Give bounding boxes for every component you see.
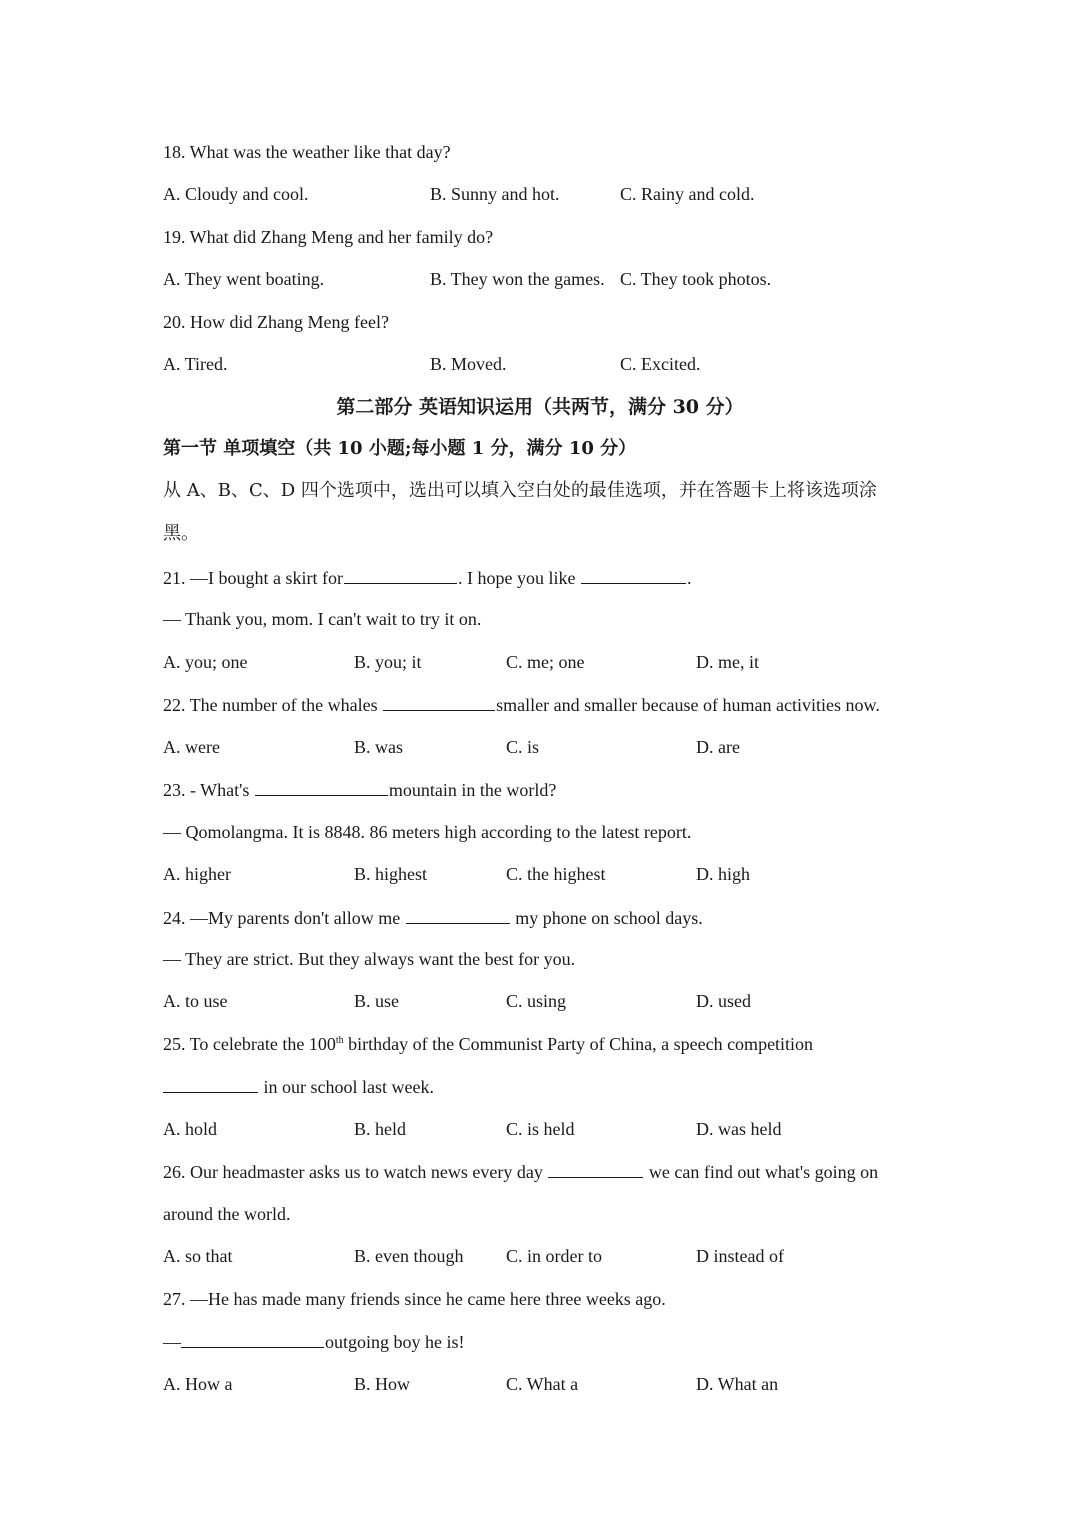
answer-blank xyxy=(548,1160,643,1178)
option-24c: C. using xyxy=(506,991,567,1011)
question-23-reply: — Qomolangma. It is 8848. 86 meters high according to the latest report. xyxy=(163,822,692,842)
option-23d: D. high xyxy=(696,864,750,884)
option-24b: B. use xyxy=(354,991,399,1011)
option-22c: C. is xyxy=(506,737,540,757)
question-21-reply: — Thank you, mom. I can't wait to try it on. xyxy=(163,609,482,629)
question-21-text-c: . xyxy=(686,568,692,588)
question-25 xyxy=(163,1033,813,1055)
option-18c: C. Rainy and cold. xyxy=(620,184,755,204)
answer-blank xyxy=(383,693,495,711)
option-27b: B. How xyxy=(354,1374,411,1394)
question-21-text-a: 21. —I bought a skirt for xyxy=(163,568,343,588)
option-22b: B. was xyxy=(354,737,403,757)
question-24-reply: — They are strict. But they always want the best for you. xyxy=(163,949,576,969)
question-27: 27. —He has made many friends since he came here three weeks ago. xyxy=(163,1289,666,1309)
option-24d: D. used xyxy=(696,991,751,1011)
question-20: 20. How did Zhang Meng feel? xyxy=(163,312,389,332)
question-24-text-b: my phone on school days. xyxy=(510,908,703,928)
option-19c: C. They took photos. xyxy=(620,269,772,289)
question-25-text-a: 25. To celebrate the 100 xyxy=(163,1034,336,1054)
question-21-text-b: . I hope you like xyxy=(457,568,580,588)
question-27-text-b: outgoing boy he is! xyxy=(325,1332,465,1352)
question-23 xyxy=(163,778,556,801)
question-24-text-a: 24. —My parents don't allow me xyxy=(163,908,405,928)
question-26-text-a: 26. Our headmaster asks us to watch news every day xyxy=(163,1162,548,1182)
answer-blank xyxy=(255,778,388,796)
question-23-text-b: mountain in the world? xyxy=(388,780,557,800)
question-21 xyxy=(163,566,691,589)
option-19a: A. They went boating. xyxy=(163,269,325,289)
option-25b: B. held xyxy=(354,1119,406,1139)
answer-blank xyxy=(344,566,457,584)
question-19: 19. What did Zhang Meng and her family do? xyxy=(163,227,494,247)
answer-blank xyxy=(181,1330,324,1348)
question-25-text-b: birthday of the Communist Party of China, a speech competition xyxy=(343,1034,814,1054)
question-25-text-c: in our school last week. xyxy=(259,1077,434,1097)
question-25-line2 xyxy=(163,1075,434,1098)
option-21a: A. you; one xyxy=(163,652,248,672)
option-22a: A. were xyxy=(163,737,220,757)
option-27a: A. How a xyxy=(163,1374,233,1394)
option-21b: B. you; it xyxy=(354,652,422,672)
question-22-text-b: smaller and smaller because of human activities now. xyxy=(496,695,880,715)
option-25d: D. was held xyxy=(696,1119,782,1139)
question-27-text-a: — xyxy=(163,1332,181,1352)
option-26d: D instead of xyxy=(696,1246,784,1266)
option-21c: C. me; one xyxy=(506,652,585,672)
option-24a: A. to use xyxy=(163,991,228,1011)
section1-instruction-1: 从 A、B、C、D 四个选项中，选出可以填入空白处的最佳选项，并在答题卡上将该选项涂 xyxy=(163,480,877,501)
option-19b: B. They won the games. xyxy=(430,269,605,289)
question-27-reply xyxy=(163,1330,465,1353)
option-21d: D. me, it xyxy=(696,652,759,672)
option-23a: A. higher xyxy=(163,864,231,884)
option-27d: D. What an xyxy=(696,1374,779,1394)
option-20a: A. Tired. xyxy=(163,354,228,374)
section1-heading: 第一节 单项填空（共 10 小题;每小题 1 分，满分 10 分） xyxy=(163,438,637,459)
question-22 xyxy=(163,693,880,716)
question-24 xyxy=(163,906,703,929)
option-26b: B. even though xyxy=(354,1246,464,1266)
option-26c: C. in order to xyxy=(506,1246,602,1266)
question-26-line2: around the world. xyxy=(163,1204,291,1224)
option-25a: A. hold xyxy=(163,1119,217,1139)
answer-blank xyxy=(406,906,510,924)
question-22-text-a: 22. The number of the whales xyxy=(163,695,383,715)
option-18a: A. Cloudy and cool. xyxy=(163,184,309,204)
option-26a: A. so that xyxy=(163,1246,233,1266)
question-23-text-a: 23. - What's xyxy=(163,780,254,800)
option-22d: D. are xyxy=(696,737,740,757)
answer-blank xyxy=(581,566,686,584)
option-25c: C. is held xyxy=(506,1119,575,1139)
option-23b: B. highest xyxy=(354,864,428,884)
option-20b: B. Moved. xyxy=(430,354,507,374)
question-26 xyxy=(163,1160,878,1183)
option-20c: C. Excited. xyxy=(620,354,701,374)
option-23c: C. the highest xyxy=(506,864,606,884)
option-27c: C. What a xyxy=(506,1374,579,1394)
question-25-superscript: th xyxy=(335,1035,344,1046)
section1-instruction-2: 黑。 xyxy=(163,523,199,544)
part2-title: 第二部分 英语知识运用（共两节，满分 30 分） xyxy=(336,396,744,418)
answer-blank xyxy=(163,1075,258,1093)
question-26-text-b: we can find out what's going on xyxy=(644,1162,879,1182)
question-18: 18. What was the weather like that day? xyxy=(163,142,451,162)
option-18b: B. Sunny and hot. xyxy=(430,184,560,204)
